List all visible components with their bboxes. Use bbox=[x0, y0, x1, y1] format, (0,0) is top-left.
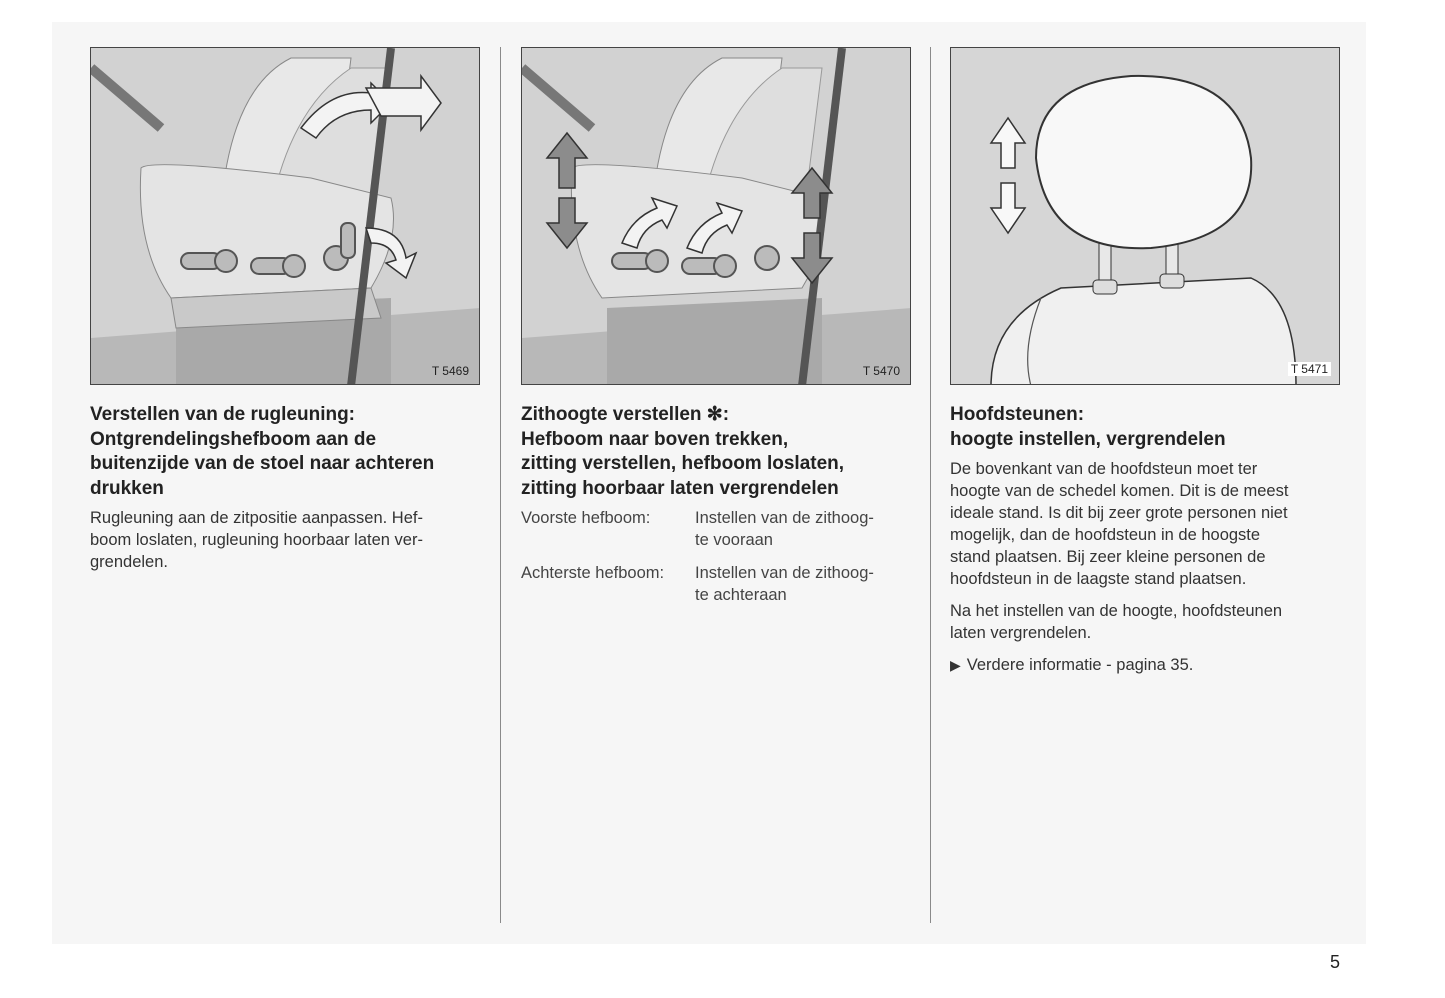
definition-description: Instellen van de zithoog- te vooraan bbox=[695, 509, 874, 549]
triangle-right-icon: ▶ bbox=[950, 657, 961, 673]
section-heading: Zithoogte verstellen ✻: Hefboom naar boven trekken, zitting verstellen, hefboom loslaten, zitting hoorbaar laten vergrendelen bbox=[521, 404, 845, 499]
column-headrest bbox=[950, 47, 1342, 686]
figure-label: T 5471 bbox=[1288, 362, 1331, 376]
figure-label: T 5469 bbox=[431, 364, 469, 378]
section-heading: Hoofdsteunen: hoogte instellen, vergrendelen bbox=[950, 404, 1226, 450]
definition-row bbox=[521, 562, 913, 606]
section-body: Rugleuning aan de zitpositie aanpassen. Hef- boom loslaten, rugleuning hoorbaar laten ver- grendelen. bbox=[90, 509, 423, 571]
column-divider bbox=[930, 47, 931, 923]
definition-term: Achterste hefboom: bbox=[521, 564, 665, 582]
definition-row bbox=[521, 507, 913, 551]
section-body: De bovenkant van de hoofdsteun moet ter hoogte van de schedel komen. Dit is de meest ideale stand. Is dit bij zeer grote personen niet mogelijk, dan de hoofdsteun in de hoogste stand plaatsen. Bij zeer kleine personen de hoofdsteun in de laagste stand plaatsen. bbox=[950, 460, 1289, 588]
headrest-illustration bbox=[951, 48, 1340, 385]
column-backrest bbox=[90, 47, 482, 583]
column-divider bbox=[500, 47, 501, 923]
cross-reference: ▶ Verdere informatie - pagina 35. bbox=[950, 656, 1194, 674]
figure-seat-height-adjustment bbox=[521, 47, 911, 385]
section-body: Na het instellen van de hoogte, hoofdsteunen laten vergrendelen. bbox=[950, 602, 1283, 642]
seat-height-illustration bbox=[522, 48, 911, 385]
page-number: 5 bbox=[1330, 952, 1341, 972]
definition-term: Voorste hefboom: bbox=[521, 509, 651, 527]
section-heading: Verstellen van de rugleuning: Ontgrendelingshefboom aan de buitenzijde van de stoel naar achteren drukken bbox=[90, 404, 435, 499]
figure-headrest-adjustment bbox=[950, 47, 1340, 385]
column-seat-height bbox=[521, 47, 913, 617]
figure-backrest-adjustment bbox=[90, 47, 480, 385]
definition-description: Instellen van de zithoog- te achteraan bbox=[695, 564, 874, 604]
figure-label: T 5470 bbox=[862, 364, 900, 378]
seat-backrest-illustration bbox=[91, 48, 480, 385]
lever-definitions bbox=[521, 507, 913, 606]
